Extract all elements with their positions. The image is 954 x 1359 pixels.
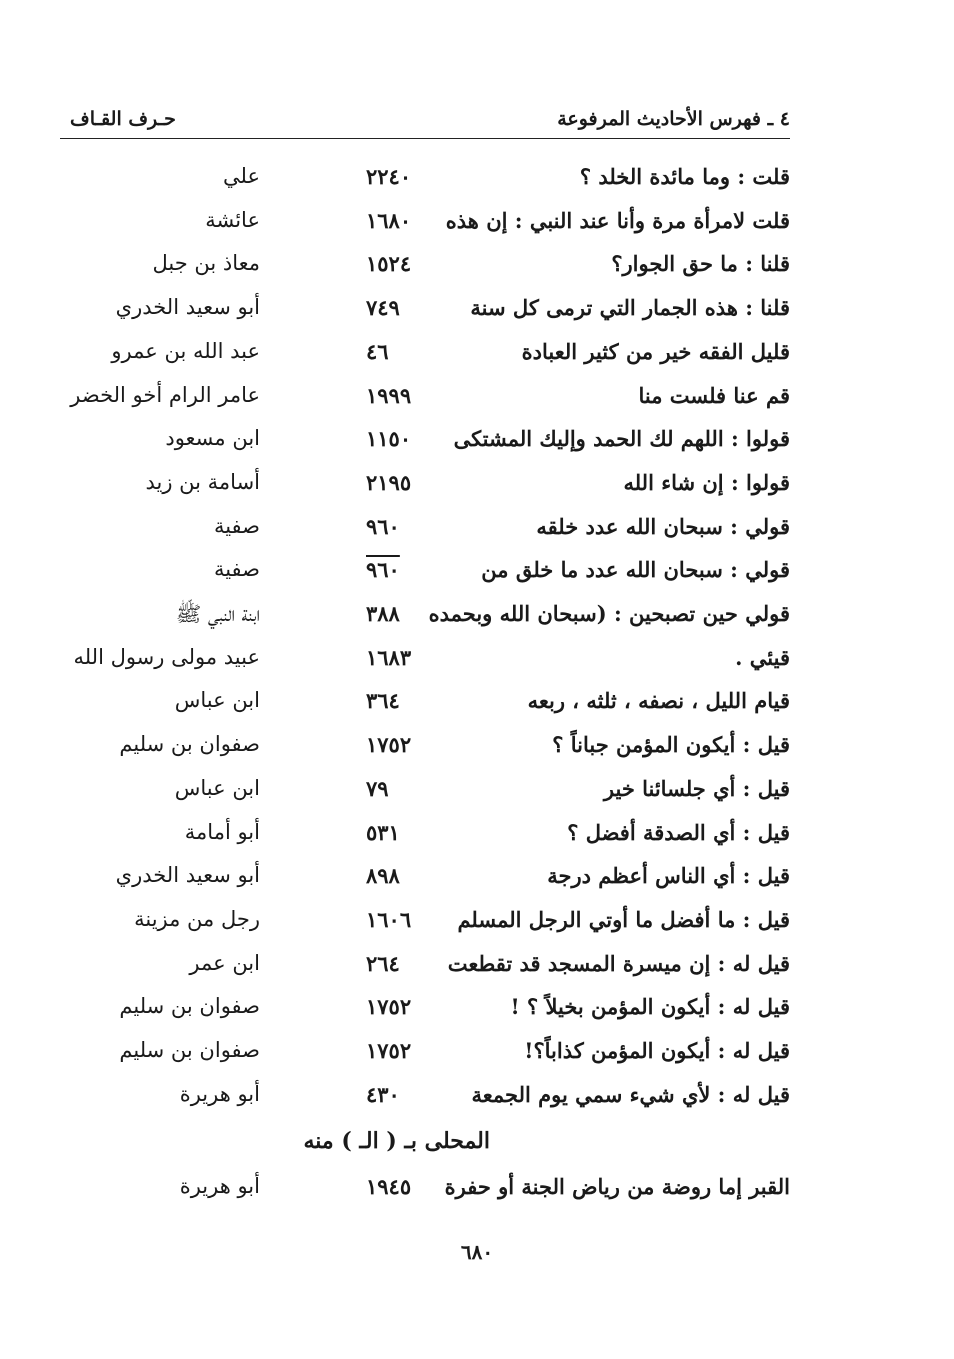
- hadith-number: ١٦٨٠: [366, 207, 412, 233]
- hadith-text: القبر إما روضة من رياض الجنة أو حفرة: [444, 1174, 790, 1199]
- index-row: [0, 339, 954, 379]
- narrator-name: عبيد مولى رسول الله: [73, 644, 260, 669]
- index-row: [0, 1038, 954, 1078]
- narrator-name: ابنة النبي ﷺ: [175, 602, 260, 626]
- page-header: [60, 104, 790, 139]
- hadith-number: ١٦٠٦: [366, 906, 412, 932]
- narrator-name: صفية: [213, 513, 260, 538]
- hadith-number: ٢١٩٥: [366, 469, 412, 495]
- index-row: [0, 164, 954, 204]
- index-row: [0, 426, 954, 466]
- narrator-name: أبو أمامة: [184, 819, 260, 844]
- narrator-name: أبو سعيد الخدري: [115, 863, 260, 888]
- index-row: [0, 470, 954, 510]
- hadith-text: قيل : ما أفضل ما أوتي الرجل المسلم: [457, 906, 790, 932]
- hadith-text: قولي حين تصبحين : (سبحان الله وبحمده: [428, 601, 790, 626]
- hadith-number: ١٩٩٩: [366, 382, 412, 408]
- narrator-name: صفية: [213, 557, 260, 582]
- narrator-name: ابن عمر: [189, 950, 260, 975]
- narrator-name: ابن مسعود: [165, 426, 260, 451]
- hadith-number: ١٩٤٥: [366, 1174, 412, 1199]
- narrator-name: ابن عباس: [174, 775, 260, 800]
- narrator-name: عبد الله بن عمرو: [111, 338, 260, 363]
- hadith-text: قلت : وما مائدة الخلد ؟: [579, 164, 790, 189]
- hadith-text: قلنا : هذه الجمار التي ترمى كل سنة: [470, 295, 790, 321]
- hadith-text: قيل له : إن ميسرة المسجد قد تقطعت: [447, 950, 790, 976]
- narrator-name: أبو هريرة: [179, 1081, 260, 1106]
- hadith-number: ٢٦٤: [366, 950, 400, 976]
- narrator-name: علي: [223, 164, 260, 188]
- hadith-number: ١١٥٠: [366, 426, 412, 452]
- hadith-text: قيئي .: [735, 644, 790, 670]
- hadith-text: قليل الفقه خير من كثير العبادة: [521, 338, 790, 364]
- index-row: [0, 1082, 954, 1122]
- index-row: [0, 776, 954, 816]
- hadith-number: ٥٣١: [366, 819, 400, 845]
- hadith-number: ١٥٢٤: [366, 251, 412, 277]
- narrator-name: صفوان بن سليم: [119, 994, 260, 1019]
- index-row: [0, 732, 954, 772]
- hadith-number: ٧٩: [366, 775, 389, 801]
- page-number: ٦٨٠: [460, 1240, 494, 1264]
- hadith-number: ٩٦٠: [366, 513, 400, 539]
- index-row: [0, 557, 954, 597]
- hadith-text: قيل له : لأي شيء سمي يوم الجمعة: [471, 1081, 790, 1107]
- hadith-text: قلنا : ما حق الجوار؟: [611, 251, 790, 277]
- hadith-number: ١٧٥٢: [366, 994, 412, 1020]
- hadith-text: قيل له : أيكون المؤمن كذاباً؟!: [524, 1038, 790, 1063]
- hadith-text: قيل له : أيكون المؤمن بخيلاً ؟ !: [510, 994, 790, 1020]
- hadith-text: قيل : أيكون المؤمن جباناً ؟: [552, 732, 790, 758]
- narrator-name: معاذ بن جبل: [152, 251, 260, 276]
- hadith-number: ٩٦٠: [366, 557, 400, 583]
- narrator-name: صفوان بن سليم: [119, 1038, 260, 1062]
- hadith-number: ٣٨٨: [366, 601, 400, 626]
- hadith-number: ٧٤٩: [366, 295, 400, 321]
- index-row: [0, 951, 954, 991]
- narrator-name: أبو هريرة: [179, 1174, 260, 1198]
- index-row: [0, 820, 954, 860]
- index-row: [0, 688, 954, 728]
- index-row: [0, 251, 954, 291]
- hadith-text: قلت لامرأة مرة وأنا عند النبي : إن هذه: [445, 207, 790, 233]
- hadith-text: قولي : سبحان الله عدد خلقه: [536, 513, 790, 539]
- index-row: [0, 994, 954, 1034]
- narrator-name: أبو سعيد الخدري: [115, 295, 260, 320]
- hadith-number: ٨٩٨: [366, 863, 400, 889]
- hadith-number: ٤٣٠: [366, 1081, 400, 1107]
- hadith-text: قيل : أي الصدقة أفضل ؟: [567, 819, 790, 845]
- hadith-number: ٤٦: [366, 338, 389, 364]
- index-row: [0, 645, 954, 685]
- hadith-text: قيام الليل ، نصفه ، ثلثه ، ربعه: [527, 688, 790, 714]
- index-row: [0, 907, 954, 947]
- index-row: [0, 863, 954, 903]
- index-row: [0, 208, 954, 248]
- hadith-number: ٢٢٤٠: [366, 164, 412, 189]
- narrator-name: أسامة بن زيد: [145, 469, 260, 494]
- hadith-number: ١٦٨٣: [366, 644, 412, 670]
- header-section: حـرف القـاف: [70, 108, 176, 130]
- index-row: [0, 1174, 954, 1214]
- section-subheading: المحلى بـ ( الـ ) منه: [303, 1128, 490, 1154]
- hadith-text: قولي : سبحان الله عدد ما خلق من: [481, 557, 790, 583]
- narrator-name: ابن عباس: [174, 688, 260, 713]
- hadith-text: قم عنا فلست منا: [638, 382, 790, 408]
- index-row: [0, 514, 954, 554]
- narrator-name: عائشة: [205, 207, 260, 232]
- hadith-text: قيل : أي الناس أعظم درجة: [547, 863, 790, 889]
- hadith-text: قولوا : اللهم لك الحمد وإليك المشتكى: [453, 426, 790, 452]
- hadith-text: قولوا : إن شاء الله: [623, 469, 790, 495]
- index-row: [0, 601, 954, 641]
- narrator-name: عامر الرام أخو الخضر: [70, 382, 260, 407]
- narrator-name: صفوان بن سليم: [119, 732, 260, 757]
- hadith-number: ١٧٥٢: [366, 732, 412, 758]
- hadith-number: ٣٦٤: [366, 688, 400, 714]
- hadith-text: قيل : أي جلسائنا خير: [603, 775, 790, 801]
- index-row: [0, 383, 954, 423]
- narrator-name: رجل من مزينة: [134, 906, 260, 931]
- hadith-number: ١٧٥٢: [366, 1038, 412, 1063]
- header-title: ٤ ـ فهرس الأحاديث المرفوعة: [557, 108, 790, 130]
- index-row: [0, 295, 954, 335]
